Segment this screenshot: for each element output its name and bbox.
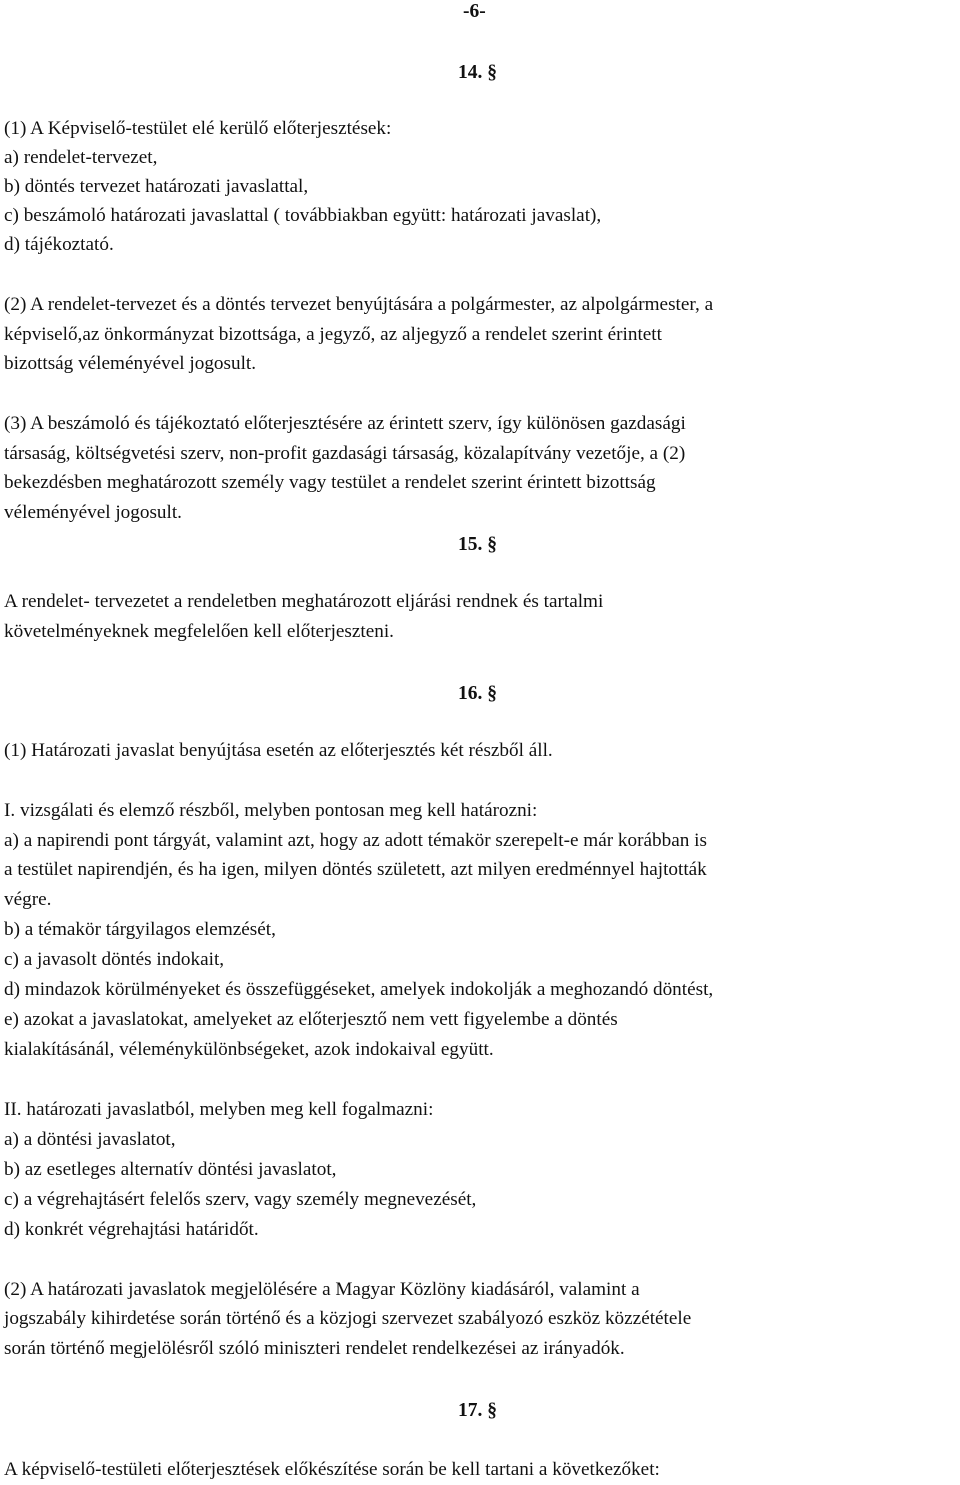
paragraph-line: (2) A rendelet-tervezet és a döntés tervezet benyújtására a polgármester, az alpolgármester, a (4, 294, 714, 315)
paragraph-line: (3) A beszámoló és tájékoztató előterjesztésére az érintett szerv, így különösen gazdasági (4, 413, 686, 434)
section-heading: 16. § (458, 683, 497, 704)
part-title: I. vizsgálati és elemző részből, melyben pontosan meg kell határozni: (4, 800, 538, 821)
paragraph-line: (1) A Képviselő-testület elé kerülő előterjesztések: (4, 118, 392, 139)
list-item: kialakításánál, véleménykülönbségeket, azok indokaival együtt. (4, 1039, 494, 1060)
paragraph-line: képviselő,az önkormányzat bizottsága, a jegyző, az aljegyző a rendelet szerint érintett (4, 324, 662, 345)
paragraph-line: jogszabály kihirdetése során történő és a közjogi szervezet szabályozó eszköz közzététele (4, 1308, 692, 1329)
list-item: b) döntés tervezet határozati javaslattal, (4, 176, 309, 197)
list-item: c) a végrehajtásért felelős szerv, vagy személy megnevezését, (4, 1189, 477, 1210)
list-item: b) az esetleges alternatív döntési javaslatot, (4, 1159, 337, 1180)
list-item: c) a javasolt döntés indokait, (4, 949, 225, 970)
section-heading: 14. § (458, 62, 497, 83)
list-item: c) beszámoló határozati javaslattal ( továbbiakban együtt: határozati javaslat), (4, 205, 602, 226)
paragraph-line: (1) Határozati javaslat benyújtása esetén az előterjesztés két részből áll. (4, 740, 553, 761)
paragraph-line: bekezdésben meghatározott személy vagy testület a rendelet szerint érintett bizottság (4, 472, 656, 493)
paragraph-line: bizottság véleményével jogosult. (4, 353, 257, 374)
list-item: a) rendelet-tervezet, (4, 147, 158, 168)
list-item: végre. (4, 889, 52, 910)
list-item: d) mindazok körülményeket és összefüggéseket, amelyek indokolják a meghozandó döntést, (4, 979, 714, 1000)
list-item: e) azokat a javaslatokat, amelyeket az előterjesztő nem vett figyelembe a döntés (4, 1009, 618, 1030)
list-item: d) tájékoztató. (4, 234, 114, 255)
part-title: II. határozati javaslatból, melyben meg kell fogalmazni: (4, 1099, 434, 1120)
paragraph-line: véleményével jogosult. (4, 502, 182, 523)
paragraph-line: A rendelet- tervezetet a rendeletben meghatározott eljárási rendnek és tartalmi (4, 591, 604, 612)
page-number: -6- (463, 1, 486, 22)
paragraph-line: A képviselő-testületi előterjesztések előkészítése során be kell tartani a következőket: (4, 1459, 660, 1480)
section-heading: 17. § (458, 1400, 497, 1421)
paragraph-line: (2) A határozati javaslatok megjelölésére a Magyar Közlöny kiadásáról, valamint a (4, 1279, 640, 1300)
list-item: a testület napirendjén, és ha igen, milyen döntés született, azt milyen eredménnyel hajtották (4, 859, 707, 880)
paragraph-line: társaság, költségvetési szerv, non-profit gazdasági társaság, közalapítvány vezetője, a (2) (4, 443, 686, 464)
paragraph-line: során történő megjelölésről szóló miniszteri rendelet rendelkezései az irányadók. (4, 1338, 625, 1359)
list-item: d) konkrét végrehajtási határidőt. (4, 1219, 259, 1240)
list-item: b) a témakör tárgyilagos elemzését, (4, 919, 276, 940)
list-item: a) a napirendi pont tárgyát, valamint azt, hogy az adott témakör szerepelt-e már korábban is (4, 830, 707, 851)
list-item: a) a döntési javaslatot, (4, 1129, 176, 1150)
paragraph-line: követelményeknek megfelelően kell előterjeszteni. (4, 621, 394, 642)
section-heading: 15. § (458, 534, 497, 555)
